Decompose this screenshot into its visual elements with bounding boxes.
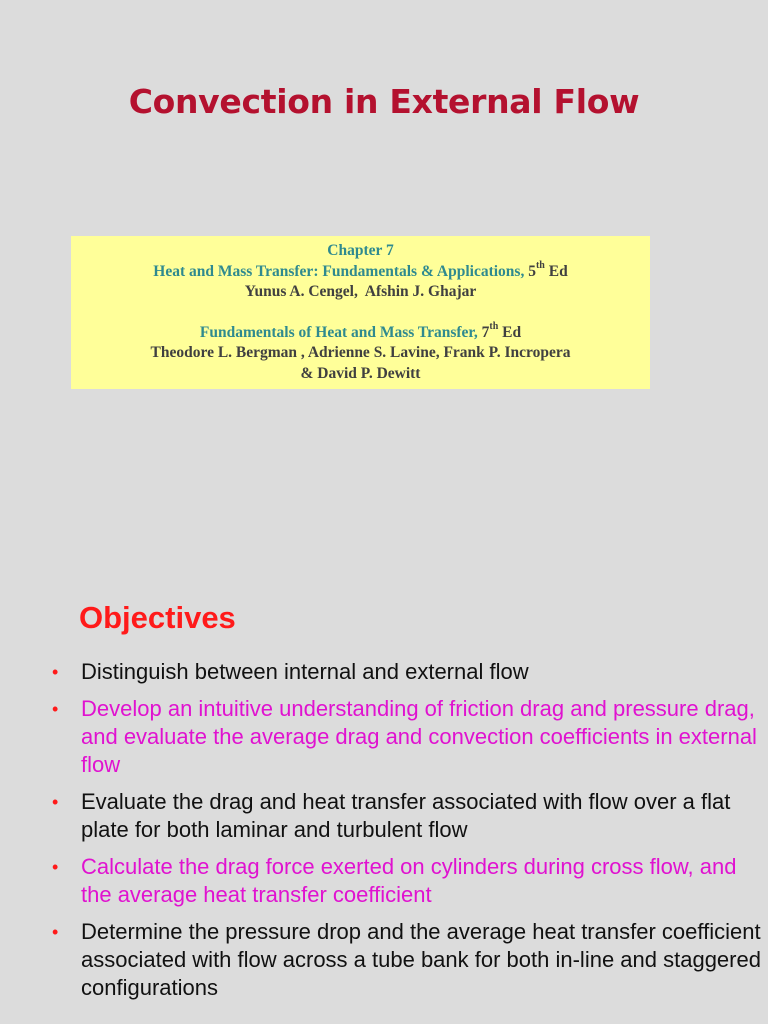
book2-title: Fundamentals of Heat and Mass Transfer (199, 323, 474, 341)
book2-authors-line2: & David P. Dewitt (300, 364, 421, 382)
bullet-icon: • (52, 699, 59, 719)
reference-box (71, 236, 650, 389)
slide-title: Convection in External Flow (128, 82, 640, 121)
book2-authors-line1: Theodore L. Bergman , Adrienne S. Lavine, Frank P. Incropera (150, 344, 571, 361)
objective-text: Calculate the drag force exerted on cylinders during cross flow, and the average heat transfer coefficient (81, 854, 737, 907)
book2-edition-sup: th (489, 321, 499, 333)
book2-edition-num: 7 (481, 323, 490, 341)
objective-item (52, 658, 762, 686)
bullet-icon: • (52, 792, 59, 812)
objective-text: Distinguish between internal and external flow (81, 659, 529, 684)
objective-text: Evaluate the drag and heat transfer associated with flow over a flat plate for both laminar and turbulent flow (81, 789, 731, 842)
objectives-heading: Objectives (79, 600, 236, 635)
bullet-icon: • (52, 857, 59, 877)
objective-text: Determine the pressure drop and the average heat transfer coefficient associated with flow across a tube bank for both in-line and staggered configurations (81, 919, 761, 1000)
box-spacer (71, 303, 650, 323)
book1-edition-sup: th (535, 260, 545, 272)
book2-edition-suffix: Ed (502, 323, 522, 341)
objective-item (52, 695, 762, 779)
bullet-icon: • (52, 662, 59, 682)
objective-item (52, 918, 762, 1002)
objective-text: Develop an intuitive understanding of friction drag and pressure drag, and evaluate the average drag and convection coefficients in external flow (81, 696, 757, 777)
book1-edition-suffix: Ed (548, 262, 568, 280)
book1-authors: Yunus A. Cengel, Afshin J. Ghajar (244, 283, 477, 300)
book1-line: Heat and Mass Transfer: Fundamentals & Applications, 5th Ed (153, 260, 568, 280)
book2-line: Fundamentals of Heat and Mass Transfer, 7th Ed (199, 321, 522, 341)
bullet-icon: • (52, 922, 59, 942)
objectives-list (52, 658, 762, 1011)
chapter-label: Chapter 7 (327, 242, 394, 259)
objective-item (52, 788, 762, 844)
book1-edition-num: 5 (528, 262, 536, 280)
book1-title: Heat and Mass Transfer: Fundamentals & Applications (153, 262, 521, 280)
objective-item (52, 853, 762, 909)
